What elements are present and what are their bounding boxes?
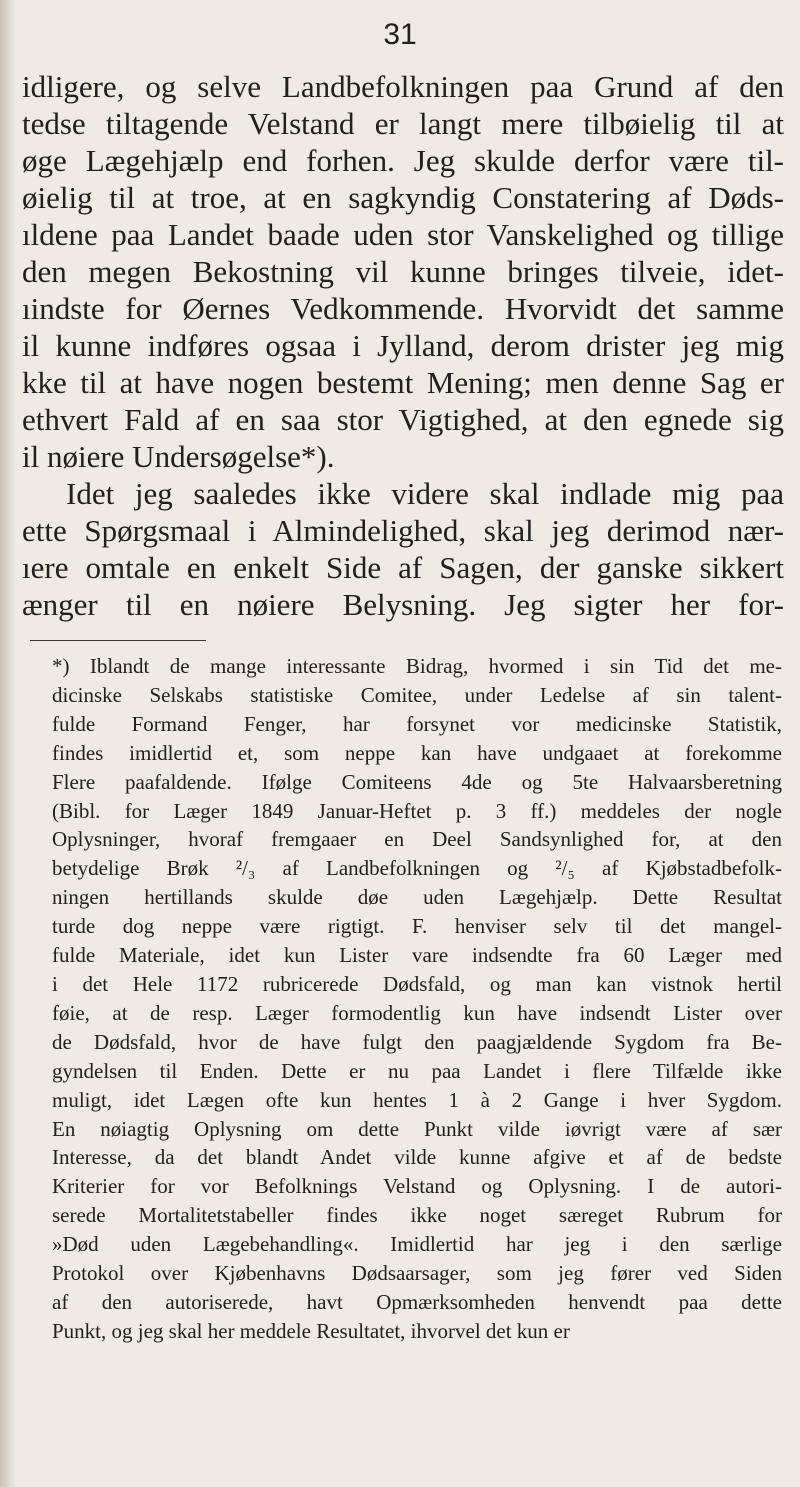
footnote bbox=[30, 652, 782, 1346]
body-line: øge Lægehjælp end forhen. Jeg skulde derfor være til- bbox=[22, 143, 784, 178]
footnote-line: dicinske Selskabs statistiske Comitee, under Ledelse af sin talent- bbox=[52, 682, 782, 707]
body-line: ette Spørgsmaal i Almindelighed, skal jeg derimod nær- bbox=[22, 513, 784, 548]
footnote-line: fulde Formand Fenger, har forsynet vor medicinske Statistik, bbox=[52, 711, 782, 736]
footnote-line: fulde Materiale, idet kun Lister vare indsendte fra 60 Læger med bbox=[52, 943, 782, 968]
body-line: tedse tiltagende Velstand er langt mere tilbøielig til at bbox=[22, 106, 784, 141]
footnote-line: *) Iblandt de mange interessante Bidrag, hvormed i sin Tid det me- bbox=[52, 654, 782, 678]
body-line: ıindste for Øernes Vedkommende. Hvorvidt det samme bbox=[22, 291, 784, 326]
body-line: ænger til en nøiere Belysning. Jeg sigter her for- bbox=[22, 587, 784, 622]
footnote-line: Interesse, da det blandt Andet vilde kunne afgive et af de bedste bbox=[52, 1145, 782, 1170]
body-line: kke til at have nogen bestemt Mening; men denne Sag er bbox=[22, 365, 784, 400]
footnote-line: serede Mortalitetstabeller findes ikke noget særeget Rubrum for bbox=[52, 1203, 782, 1228]
body-line: ethvert Fald af en saa stor Vigtighed, at den egnede sig bbox=[22, 402, 784, 437]
body-line: Idet jeg saaledes ikke videre skal indlade mig paa bbox=[66, 476, 784, 511]
footnote-line: betydelige Brøk ²/₃ af Landbefolkningen og ²/₅ af Kjøbstadbefolk- bbox=[52, 856, 782, 881]
footnote-line: En nøiagtig Oplysning om dette Punkt vilde iøvrigt være af sær bbox=[52, 1116, 782, 1141]
footnote-line: (Bibl. for Læger 1849 Januar-Heftet p. 3 ff.) meddeles der nogle bbox=[52, 798, 782, 823]
footnote-rule bbox=[30, 640, 206, 641]
body-line: ıere omtale en enkelt Side af Sagen, der ganske sikkert bbox=[22, 550, 784, 585]
footnote-line: »Død uden Lægebehandling«. Imidlertid har jeg i den særlige bbox=[52, 1232, 782, 1257]
footnote-line: i det Hele 1172 rubricerede Dødsfald, og man kan vistnok hertil bbox=[52, 971, 782, 996]
footnote-line: muligt, idet Lægen ofte kun hentes 1 à 2 Gange i hver Sygdom. bbox=[52, 1087, 782, 1112]
footnote-line: findes imidlertid et, som neppe kan have undgaaet at forekomme bbox=[52, 740, 782, 765]
page-number: 31 bbox=[383, 18, 417, 51]
footnote-line: de Dødsfald, hvor de have fulgt den paagjældende Sygdom fra Be- bbox=[52, 1029, 782, 1054]
footnote-line: Flere paafaldende. Ifølge Comiteens 4de og 5te Halvaarsberetning bbox=[52, 769, 782, 794]
footnote-line: af den autoriserede, havt Opmærksomheden henvendt paa dette bbox=[52, 1289, 782, 1314]
body-line: il nøiere Undersøgelse*). bbox=[22, 439, 335, 474]
footnote-line: Oplysninger, hvoraf fremgaaer en Deel Sandsynlighed for, at den bbox=[52, 827, 782, 852]
footnote-line: turde dog neppe være rigtigt. F. henviser selv til det mangel- bbox=[52, 914, 782, 939]
body-text bbox=[22, 68, 784, 623]
footnote-line: gyndelsen til Enden. Dette er nu paa Landet i flere Tilfælde ikke bbox=[52, 1058, 782, 1083]
footnote-line: Punkt, og jeg skal her meddele Resultatet, ihvorvel det kun er bbox=[52, 1318, 570, 1343]
body-line: øielig til at troe, at en sagkyndig Constatering af Døds- bbox=[22, 180, 784, 215]
body-line: den megen Bekostning vil kunne bringes tilveie, idet- bbox=[22, 254, 784, 289]
footnote-line: føie, at de resp. Læger formodentlig kun have indsendt Lister over bbox=[52, 1000, 782, 1025]
body-line: idligere, og selve Landbefolkningen paa Grund af den bbox=[22, 69, 784, 104]
body-line: ıldene paa Landet baade uden stor Vanskelighed og tillige bbox=[22, 217, 784, 252]
page-edge bbox=[0, 0, 16, 1487]
footnote-line: Kriterier for vor Befolknings Velstand og Oplysning. I de autori- bbox=[52, 1174, 782, 1199]
body-line: il kunne indføres ogsaa i Jylland, derom drister jeg mig bbox=[22, 328, 784, 363]
footnote-line: Protokol over Kjøbenhavns Dødsaarsager, som jeg fører ved Siden bbox=[52, 1261, 782, 1286]
footnote-line: ningen hertillands skulde døe uden Lægehjælp. Dette Resultat bbox=[52, 885, 782, 910]
